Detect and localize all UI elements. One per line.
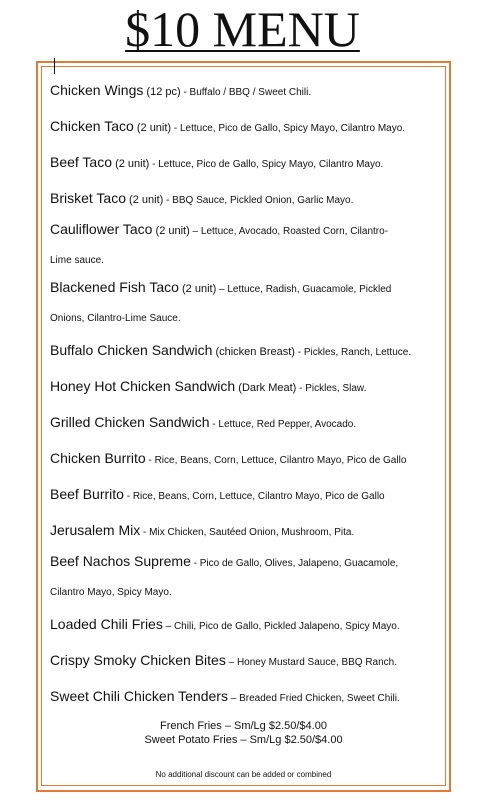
item-qualifier: (2 unit) <box>126 194 164 206</box>
item-description: - Pico de Gallo, Olives, Jalapeno, Guacamole, <box>190 558 399 569</box>
menu-item-grilled-chicken-sandwich <box>50 404 440 440</box>
item-qualifier: (2 unit) <box>152 225 190 237</box>
menu-item-brisket-taco <box>50 180 440 216</box>
menu-item-blackened-fish-taco <box>50 274 440 332</box>
menu-item-cauliflower-taco <box>50 216 440 274</box>
item-qualifier: (2 unit) <box>112 158 150 170</box>
item-name: Beef Burrito <box>50 486 124 502</box>
item-name: Brisket Taco <box>50 190 126 206</box>
item-description: - Lettuce, Pico de Gallo, Spicy Mayo, Cilantro Mayo. <box>149 159 384 170</box>
sides-pricing <box>41 719 446 747</box>
menu-item-beef-taco <box>50 144 440 180</box>
menu-item-crispy-smoky-chicken-bites <box>50 642 440 678</box>
item-name: Blackened Fish Taco <box>50 279 179 295</box>
discount-note: No additional discount can be added or combined <box>155 770 332 779</box>
item-description: - Mix Chicken, Sautéed Onion, Mushroom, Pita. <box>140 527 355 538</box>
item-description: – Honey Mustard Sauce, BBQ Ranch. <box>225 657 398 668</box>
item-name: Beef Nachos Supreme <box>50 553 191 569</box>
menu-title: $10 MENU <box>125 1 360 57</box>
item-name: Chicken Wings <box>50 82 144 98</box>
item-name: Crispy Smoky Chicken Bites <box>50 652 226 668</box>
side-french-fries: French Fries – Sm/Lg $2.50/$4.00 <box>160 720 327 732</box>
item-description: - Rice, Beans, Corn, Lettuce, Cilantro Mayo, Pico de Gallo <box>145 455 407 466</box>
item-description: – Lettuce, Avocado, Roasted Corn, Cilantro- <box>189 226 389 237</box>
menu-items-list <box>50 72 440 714</box>
item-name: Chicken Burrito <box>50 450 146 466</box>
menu-item-jerusalem-mix <box>50 512 440 548</box>
item-description: - Pickles, Slaw. <box>296 383 367 394</box>
item-description: - Pickles, Ranch, Lettuce. <box>294 347 412 358</box>
side-sweet-potato-fries: Sweet Potato Fries – Sm/Lg $2.50/$4.00 <box>144 734 343 746</box>
item-name: Sweet Chili Chicken Tenders <box>50 688 228 704</box>
item-name: Grilled Chicken Sandwich <box>50 414 210 430</box>
item-qualifier: (chicken Breast) <box>212 346 295 358</box>
menu-item-sweet-chili-chicken-tenders <box>50 678 440 714</box>
item-description: – Lettuce, Radish, Guacamole, Pickled <box>216 284 392 295</box>
menu-item-buffalo-chicken-sandwich <box>50 332 440 368</box>
item-qualifier: (2 unit) <box>178 283 217 295</box>
item-description: – Chili, Pico de Gallo, Pickled Jalapeno, Spicy Mayo. <box>162 621 400 632</box>
item-name: Honey Hot Chicken Sandwich <box>50 378 236 394</box>
item-description: - BBQ Sauce, Pickled Onion, Garlic Mayo. <box>163 195 354 206</box>
menu-item-beef-burrito <box>50 476 440 512</box>
menu-item-chicken-taco <box>50 108 440 144</box>
item-description-continued: Onions, Cilantro-Lime Sauce. <box>50 313 181 324</box>
item-name: Jerusalem Mix <box>50 522 141 538</box>
item-qualifier: (12 pc) <box>143 86 181 98</box>
item-description-continued: Lime sauce. <box>50 255 104 266</box>
menu-item-loaded-chili-fries <box>50 606 440 642</box>
item-name: Chicken Taco <box>50 118 134 134</box>
item-description: - Buffalo / BBQ / Sweet Chili. <box>180 87 312 98</box>
item-name: Beef Taco <box>50 154 113 170</box>
menu-item-honey-hot-chicken-sandwich <box>50 368 440 404</box>
item-description: - Lettuce, Red Pepper, Avocado. <box>209 419 357 430</box>
item-qualifier: (Dark Meat) <box>235 382 297 394</box>
menu-item-chicken-burrito <box>50 440 440 476</box>
menu-item-beef-nachos-supreme <box>50 548 440 606</box>
item-name: Loaded Chili Fries <box>50 616 163 632</box>
menu-item-chicken-wings <box>50 72 440 108</box>
item-description-continued: Cilantro Mayo, Spicy Mayo. <box>50 587 172 598</box>
item-description: – Breaded Fried Chicken, Sweet Chili. <box>227 693 400 704</box>
item-description: - Lettuce, Pico de Gallo, Spicy Mayo, Cilantro Mayo. <box>171 123 406 134</box>
item-qualifier: (2 unit) <box>133 122 172 134</box>
item-description: - Rice, Beans, Corn, Lettuce, Cilantro Mayo, Pico de Gallo <box>123 491 385 502</box>
item-name: Cauliflower Taco <box>50 221 153 237</box>
item-name: Buffalo Chicken Sandwich <box>50 342 213 358</box>
